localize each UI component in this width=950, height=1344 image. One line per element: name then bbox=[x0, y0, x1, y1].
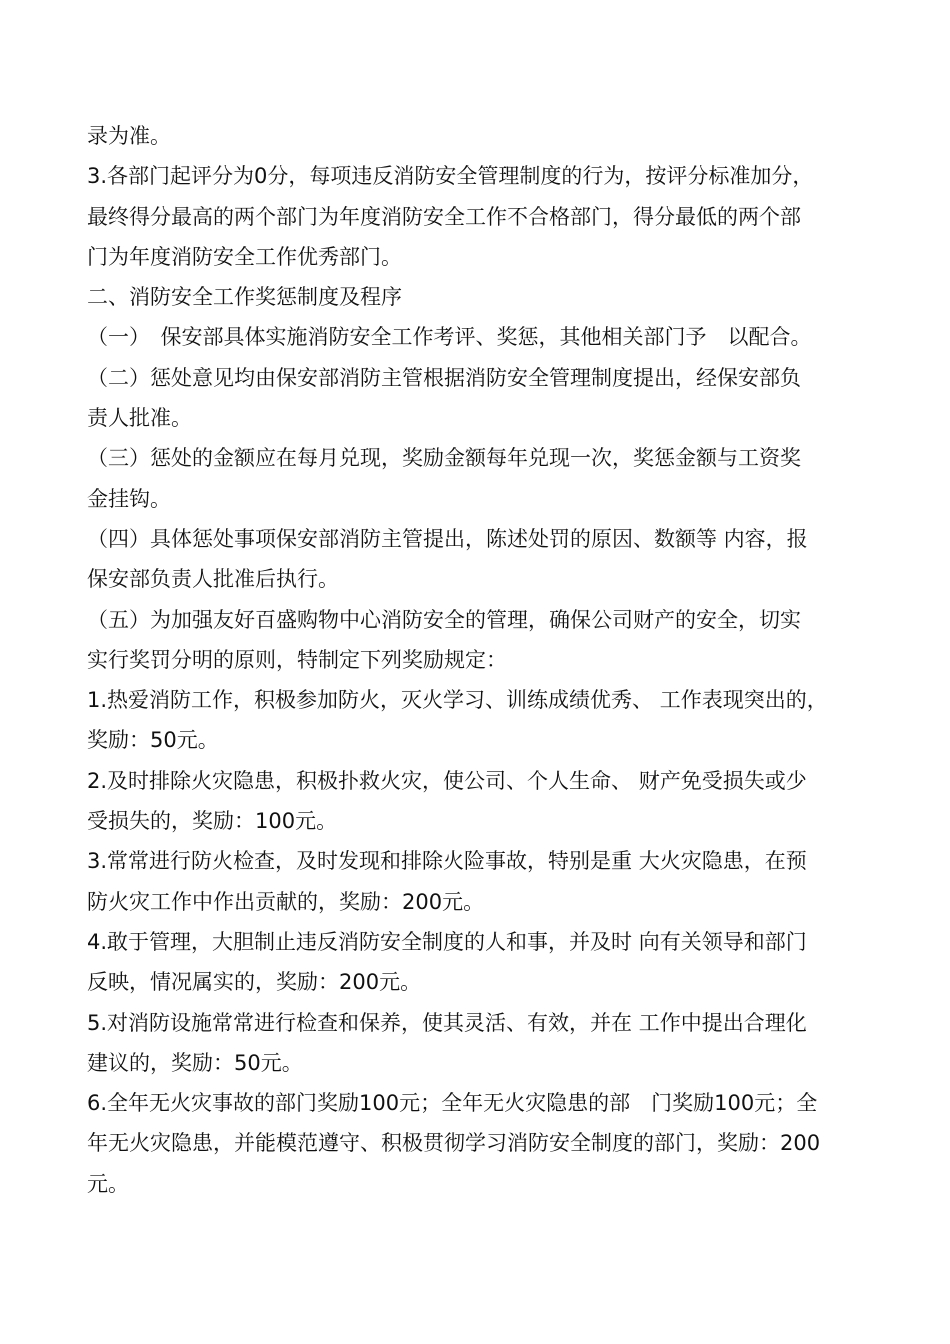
text-line: 保安部负责人批准后执行。 bbox=[87, 567, 339, 592]
text-line: 3.常常进行防火检查，及时发现和排除火险事故，特别是重 大火灾隐患，在预 bbox=[87, 849, 807, 874]
text-line: （四）具体惩处事项保安部消防主管提出，陈述处罚的原因、数额等 内容，报 bbox=[87, 526, 808, 551]
text-line: 1.热爱消防工作，积极参加防火，灭火学习、训练成绩优秀、 工作表现突出的， bbox=[87, 688, 828, 713]
section-heading: 二、消防安全工作奖惩制度及程序 bbox=[87, 285, 402, 310]
text-line: 反映，情况属实的，奖励：200元。 bbox=[87, 970, 422, 995]
text-line: （五）为加强友好百盛购物中心消防安全的管理，确保公司财产的安全，切实 bbox=[87, 607, 801, 632]
text-line: 5.对消防设施常常进行检查和保养，使其灵活、有效，并在 工作中提出合理化 bbox=[87, 1010, 807, 1035]
text-line: 责人批准。 bbox=[87, 406, 192, 431]
text-line: （三）惩处的金额应在每月兑现，奖励金额每年兑现一次，奖惩金额与工资奖 bbox=[87, 446, 801, 471]
text-line: （一） 保安部具体实施消防安全工作考评、奖惩，其他相关部门予 以配合。 bbox=[87, 325, 812, 350]
text-line: 金挂钩。 bbox=[87, 486, 171, 511]
text-line: 实行奖罚分明的原则，特制定下列奖励规定： bbox=[87, 647, 507, 672]
text-line: 奖励：50元。 bbox=[87, 728, 219, 753]
text-line: （二）惩处意见均由保安部消防主管根据消防安全管理制度提出，经保安部负 bbox=[87, 365, 801, 390]
text-line: 6.全年无火灾事故的部门奖励100元；全年无火灾隐患的部 门奖励100元；全 bbox=[87, 1091, 818, 1116]
text-line: 3.各部门起评分为0分，每项违反消防安全管理制度的行为，按评分标准加分， bbox=[87, 164, 814, 189]
document-page bbox=[87, 116, 877, 1204]
text-line: 门为年度消防安全工作优秀部门。 bbox=[87, 244, 402, 269]
text-line: 受损失的，奖励：100元。 bbox=[87, 809, 338, 834]
text-line: 元。 bbox=[87, 1171, 129, 1196]
text-line: 4.敢于管理，大胆制止违反消防安全制度的人和事，并及时 向有关领导和部门 bbox=[87, 929, 807, 954]
text-line: 最终得分最高的两个部门为年度消防安全工作不合格部门，得分最低的两个部 bbox=[87, 204, 801, 229]
text-line: 2.及时排除火灾隐患，积极扑救火灾，使公司、个人生命、 财产免受损失或少 bbox=[87, 768, 807, 793]
text-line: 防火灾工作中作出贡献的，奖励：200元。 bbox=[87, 889, 485, 914]
text-line: 年无火灾隐患，并能模范遵守、积极贯彻学习消防安全制度的部门，奖励：200 bbox=[87, 1131, 821, 1156]
text-line: 建议的，奖励：50元。 bbox=[87, 1050, 303, 1075]
text-line: 录为准。 bbox=[87, 124, 171, 148]
